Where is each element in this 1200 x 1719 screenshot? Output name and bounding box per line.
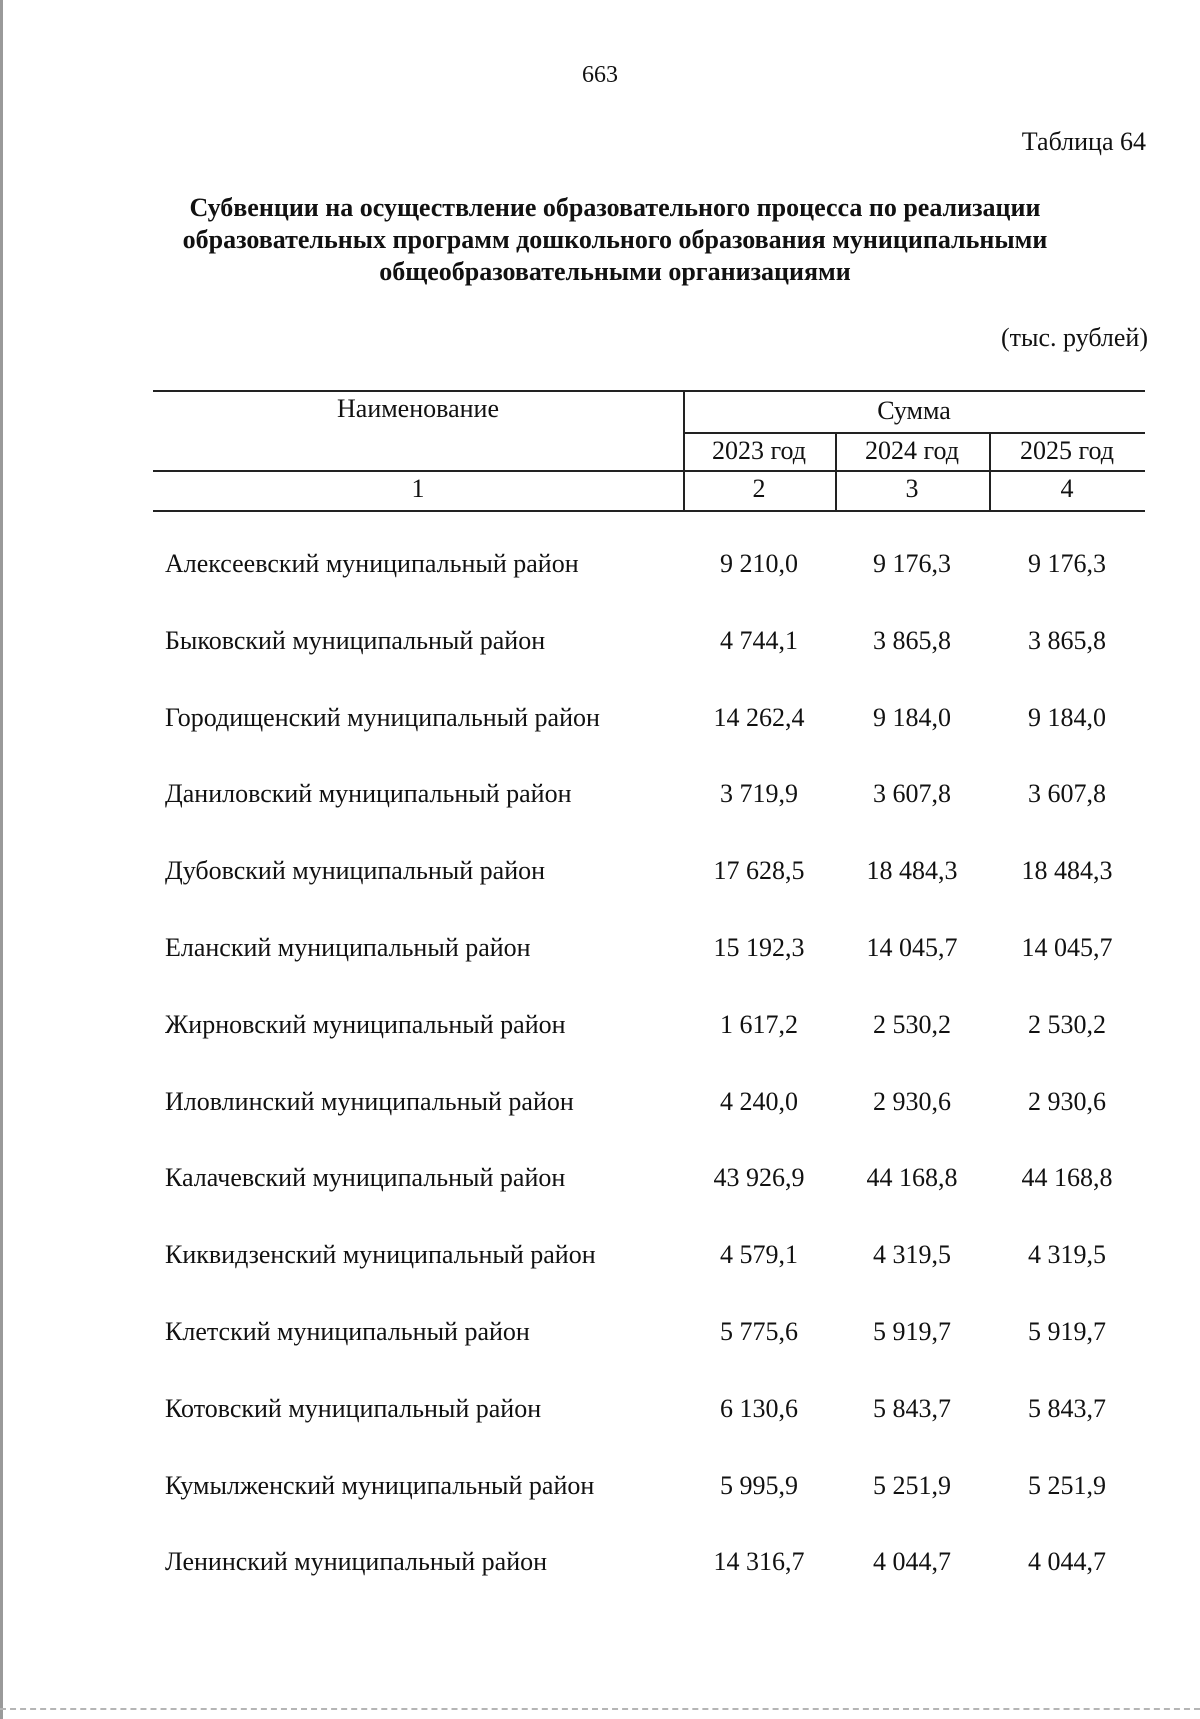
district-name: Жирновский муниципальный район: [165, 1009, 566, 1039]
value-2025: 5 251,9: [1028, 1470, 1106, 1500]
table-row: [153, 1146, 1145, 1223]
value-2023: 17 628,5: [713, 856, 805, 886]
table-row: [153, 1377, 1145, 1454]
header-years-rule: [683, 432, 1145, 434]
page-number: 663: [582, 62, 618, 88]
value-2025: 5 919,7: [1028, 1316, 1106, 1346]
value-2024: 18 484,3: [866, 856, 958, 886]
district-name: Дубовский муниципальный район: [165, 856, 546, 886]
value-2025: 5 843,7: [1028, 1393, 1106, 1423]
district-name: Даниловский муниципальный район: [165, 779, 572, 809]
table-row: [153, 839, 1145, 916]
header-name: Наименование: [337, 394, 499, 423]
district-name: Калачевский муниципальный район: [165, 1163, 566, 1193]
table-row: [153, 609, 1145, 686]
value-2024: 44 168,8: [866, 1163, 958, 1193]
table-row: [153, 762, 1145, 839]
value-2024: 5 919,7: [873, 1316, 951, 1346]
header-year-2025: 2025 год: [1020, 436, 1114, 465]
table-row: [153, 916, 1145, 993]
table-row: [153, 993, 1145, 1070]
district-name: Алексеевский муниципальный район: [165, 549, 579, 578]
table-row: [153, 1070, 1145, 1147]
table-header: [153, 390, 1145, 512]
table-body: [153, 532, 1145, 1607]
table-row: [153, 1300, 1145, 1377]
value-2023: 1 617,2: [720, 1009, 798, 1039]
value-2024: 2 530,2: [873, 1009, 951, 1039]
value-2024: 14 045,7: [866, 932, 958, 962]
value-2025: 18 484,3: [1021, 856, 1113, 886]
value-2025: 14 045,7: [1021, 932, 1113, 962]
value-2023: 5 775,6: [720, 1316, 798, 1346]
value-2023: 15 192,3: [713, 932, 805, 962]
table-row: [153, 532, 1145, 609]
district-name: Котовский муниципальный район: [165, 1393, 542, 1423]
value-2025: 4 044,7: [1028, 1547, 1106, 1577]
value-2023: 14 262,4: [713, 702, 805, 732]
title-line-1: Субвенции на осуществление образовательного процесса по реализации: [189, 193, 1041, 222]
value-2023: 6 130,6: [720, 1393, 798, 1423]
value-2024: 3 607,8: [873, 779, 951, 809]
value-2023: 5 995,9: [720, 1470, 798, 1500]
column-number-2: 2: [752, 474, 766, 503]
value-2023: 4 240,0: [720, 1086, 798, 1116]
table-label: Таблица 64: [1021, 127, 1146, 156]
value-2024: 4 044,7: [873, 1547, 951, 1577]
value-2023: 14 316,7: [713, 1547, 805, 1577]
value-2024: 2 930,6: [873, 1086, 951, 1116]
district-name: Еланский муниципальный район: [165, 932, 531, 962]
value-2023: 4 744,1: [720, 625, 798, 655]
district-name: Быковский муниципальный район: [165, 625, 546, 655]
district-name: Иловлинский муниципальный район: [165, 1086, 574, 1116]
value-2025: 44 168,8: [1021, 1163, 1113, 1193]
value-2024: 9 176,3: [873, 549, 951, 578]
header-year-2024: 2024 год: [865, 436, 959, 465]
header-top-rule: [153, 390, 1145, 392]
value-2024: 3 865,8: [873, 625, 951, 655]
table-row: [153, 1454, 1145, 1531]
value-2025: 9 176,3: [1028, 549, 1106, 578]
column-number-3: 3: [905, 474, 919, 503]
value-2025: 4 319,5: [1028, 1240, 1106, 1270]
district-name: Кумылженский муниципальный район: [165, 1470, 595, 1500]
scan-edge-bottom: [0, 1708, 1200, 1710]
title-line-3: общеобразовательными организациями: [379, 257, 851, 286]
value-2024: 9 184,0: [873, 702, 951, 732]
table-row: [153, 686, 1145, 763]
column-number-4: 4: [1060, 474, 1074, 503]
scan-edge-left: [0, 0, 3, 1719]
title-line-2: образовательных программ дошкольного образования муниципальными: [182, 225, 1048, 254]
table-row: [153, 1530, 1145, 1607]
value-2024: 4 319,5: [873, 1240, 951, 1270]
value-2025: 2 930,6: [1028, 1086, 1106, 1116]
value-2025: 9 184,0: [1028, 702, 1106, 732]
header-bottom-rule: [153, 510, 1145, 512]
units-note: (тыс. рублей): [1000, 323, 1148, 352]
value-2024: 5 251,9: [873, 1470, 951, 1500]
value-2023: 3 719,9: [720, 779, 798, 809]
district-name: Ленинский муниципальный район: [165, 1547, 548, 1577]
district-name: Клетский муниципальный район: [165, 1316, 530, 1346]
value-2023: 43 926,9: [713, 1163, 805, 1193]
value-2025: 3 607,8: [1028, 779, 1106, 809]
header-year-2023: 2023 год: [712, 436, 806, 465]
table-row: [153, 1223, 1145, 1300]
value-2023: 4 579,1: [720, 1240, 798, 1270]
document-title: [150, 192, 1080, 288]
district-name: Киквидзенский муниципальный район: [165, 1240, 596, 1270]
value-2025: 2 530,2: [1028, 1009, 1106, 1039]
header-sum: Сумма: [877, 396, 951, 425]
value-2024: 5 843,7: [873, 1393, 951, 1423]
value-2025: 3 865,8: [1028, 625, 1106, 655]
district-name: Городищенский муниципальный район: [165, 702, 600, 732]
value-2023: 9 210,0: [720, 549, 798, 578]
header-middle-rule: [153, 470, 1145, 472]
column-number-1: 1: [411, 474, 425, 503]
